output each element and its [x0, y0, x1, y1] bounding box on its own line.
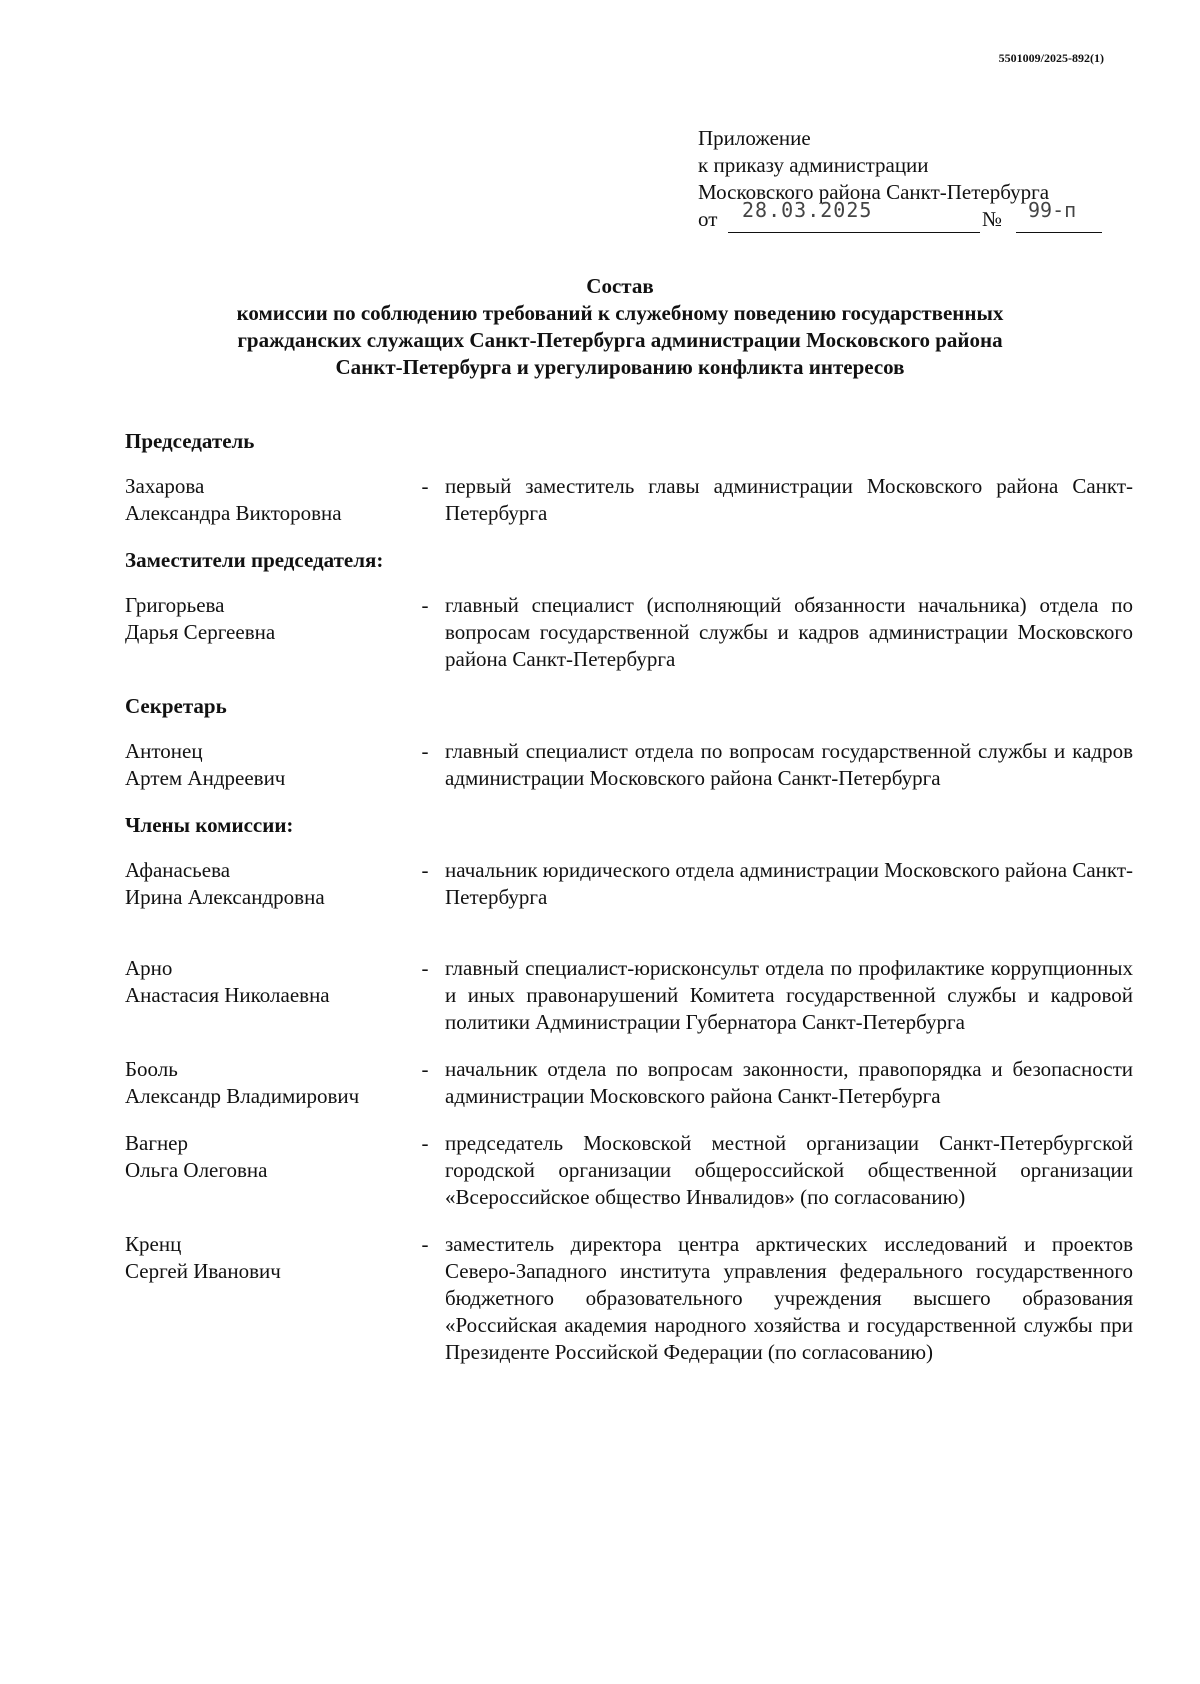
member-given-names: Артем Андреевич [125, 766, 286, 790]
commission-members [125, 428, 1133, 1386]
appendix-line: Московского района Санкт-Петербурга [698, 180, 1050, 204]
member-role: заместитель директора центра арктических исследований и проектов Северо-Западного института управления федерального государственного бюджетного образовательного учреждения высшего образования «Российская академия народного хозяйства и государственной службы при Президенте Российской Федерации (по согласованию) [445, 1232, 1133, 1364]
member-name [125, 1130, 405, 1211]
member-row [125, 955, 1133, 1036]
member-row [125, 1130, 1133, 1211]
order-number-label: № [982, 207, 1003, 231]
member-given-names: Александр Владимирович [125, 1084, 360, 1108]
member-name [125, 738, 405, 792]
member-surname: Кренц [125, 1232, 182, 1256]
section-title: Заместители председателя: [125, 548, 384, 572]
member-surname: Антонец [125, 739, 203, 763]
member-row [125, 1231, 1133, 1366]
member-name [125, 1231, 405, 1366]
member-role: главный специалист отдела по вопросам государственной службы и кадров администрации Московского района Санкт-Петербурга [445, 739, 1133, 790]
member-surname: Григорьева [125, 593, 225, 617]
title-line: гражданских служащих Санкт-Петербурга администрации Московского района [237, 328, 1003, 352]
title-line: комиссии по соблюдению требований к служебному поведению государственных [236, 301, 1004, 325]
dash-separator: - [421, 956, 429, 980]
section-commission-members [125, 812, 1133, 1366]
dash-separator: - [421, 1057, 429, 1081]
member-role: председатель Московской местной организации Санкт-Петербургской городской организации общероссийской общественной организации «Всероссийское общество Инвалидов» (по согласованию) [445, 1131, 1133, 1209]
dash-separator: - [421, 739, 429, 763]
member-name [125, 857, 405, 911]
member-given-names: Ольга Олеговна [125, 1158, 268, 1182]
member-given-names: Сергей Иванович [125, 1259, 281, 1283]
document-title [140, 273, 1100, 381]
order-date-value: 28.03.2025 [742, 198, 873, 222]
member-role: первый заместитель главы администрации Московского района Санкт-Петербурга [445, 474, 1133, 525]
member-surname: Вагнер [125, 1131, 188, 1155]
dash-separator: - [421, 474, 429, 498]
member-row [125, 592, 1133, 673]
section-title: Члены комиссии: [125, 813, 294, 837]
member-surname: Бооль [125, 1057, 178, 1081]
order-number-field [1016, 198, 1102, 233]
document-registration-number: 5501009/2025-892(1) [998, 51, 1104, 65]
member-surname: Афанасьева [125, 858, 231, 882]
section-chairman [125, 428, 1133, 527]
dash-separator: - [421, 593, 429, 617]
member-given-names: Дарья Сергеевна [125, 620, 276, 644]
member-surname: Захарова [125, 474, 205, 498]
member-name [125, 592, 405, 673]
member-given-names: Александра Викторовна [125, 501, 342, 525]
order-date-field [728, 198, 980, 233]
title-heading: Состав [586, 274, 654, 298]
member-role: начальник юридического отдела администрации Московского района Санкт-Петербурга [445, 858, 1133, 909]
member-row [125, 1056, 1133, 1110]
member-role: главный специалист-юрисконсульт отдела по профилактике коррупционных и иных правонарушений Комитета государственной службы и кадровой политики Администрации Губернатора Санкт-Петербурга [445, 956, 1133, 1034]
member-row [125, 857, 1133, 911]
member-name [125, 955, 405, 1036]
appendix-line: Приложение [698, 126, 811, 150]
order-number-value: 99-п [1028, 198, 1077, 222]
section-secretary [125, 693, 1133, 792]
section-deputy-chairmen [125, 547, 1133, 673]
section-title: Председатель [125, 429, 255, 453]
title-line: Санкт-Петербурга и урегулированию конфликта интересов [335, 355, 905, 379]
member-row [125, 473, 1133, 527]
member-row [125, 738, 1133, 792]
member-surname: Арно [125, 956, 173, 980]
dash-separator: - [421, 1131, 429, 1155]
member-given-names: Ирина Александровна [125, 885, 325, 909]
member-role: начальник отдела по вопросам законности, правопорядка и безопасности администрации Московского района Санкт-Петербурга [445, 1057, 1133, 1108]
member-name [125, 1056, 405, 1110]
member-role: главный специалист (исполняющий обязанности начальника) отдела по вопросам государственной службы и кадров администрации Московского района Санкт-Петербурга [445, 593, 1133, 671]
dash-separator: - [421, 858, 429, 882]
appendix-line: к приказу администрации [698, 153, 929, 177]
member-name [125, 473, 405, 527]
member-given-names: Анастасия Николаевна [125, 983, 330, 1007]
order-date-label: от [698, 207, 718, 231]
section-title: Секретарь [125, 694, 227, 718]
dash-separator: - [421, 1232, 429, 1256]
order-date-number-line [698, 198, 1118, 236]
appendix-block [698, 125, 1118, 236]
